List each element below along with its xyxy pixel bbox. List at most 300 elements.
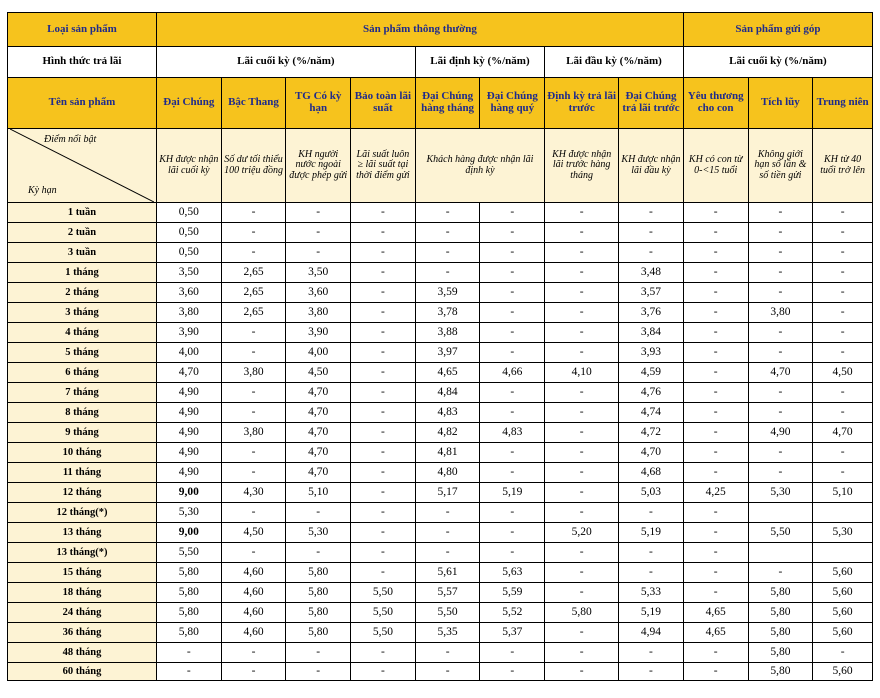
rate-cell: 3,90 xyxy=(156,323,221,343)
rate-cell: - xyxy=(351,643,416,663)
rate-cell: - xyxy=(415,203,480,223)
rate-cell: - xyxy=(351,443,416,463)
rate-cell: - xyxy=(748,383,813,403)
rate-cell: - xyxy=(748,243,813,263)
term-cell: 9 tháng xyxy=(8,423,157,443)
rate-cell: 5,19 xyxy=(619,523,684,543)
rate-cell: 3,80 xyxy=(221,423,286,443)
rate-cell: - xyxy=(351,243,416,263)
rate-cell: 2,65 xyxy=(221,263,286,283)
table-row xyxy=(8,483,873,503)
rate-cell: - xyxy=(480,383,545,403)
rate-cell: - xyxy=(480,243,545,263)
rate-cell: - xyxy=(748,563,813,583)
rate-cell: - xyxy=(480,263,545,283)
table-row xyxy=(8,563,873,583)
table-row xyxy=(8,263,873,283)
rate-cell: 5,60 xyxy=(813,603,873,623)
rate-cell: 4,83 xyxy=(415,403,480,423)
product-feature: Lãi suất luôn ≥ lãi suất tại thời điểm gửi xyxy=(351,129,416,203)
rate-cell: - xyxy=(683,423,748,443)
rate-cell: 5,80 xyxy=(286,583,351,603)
product-name: Tích lũy xyxy=(748,78,813,129)
rate-cell: - xyxy=(683,283,748,303)
table-row xyxy=(8,623,873,643)
rate-cell: 5,30 xyxy=(286,523,351,543)
rate-cell: 5,61 xyxy=(415,563,480,583)
rate-cell: 5,30 xyxy=(156,503,221,523)
rate-cell: 2,65 xyxy=(221,303,286,323)
rate-cell: - xyxy=(683,203,748,223)
product-name: Trung niên xyxy=(813,78,873,129)
rate-cell: - xyxy=(813,343,873,363)
term-cell: 3 tuần xyxy=(8,243,157,263)
product-name: Định kỳ trả lãi trước xyxy=(545,78,619,129)
rate-cell: - xyxy=(351,483,416,503)
highlight-label: Điểm nổi bật xyxy=(44,134,97,145)
rate-cell: - xyxy=(619,543,684,563)
rate-cell: 5,80 xyxy=(286,563,351,583)
rate-cell: - xyxy=(480,463,545,483)
rate-cell: - xyxy=(221,383,286,403)
rate-cell: - xyxy=(351,383,416,403)
rate-cell: 4,50 xyxy=(813,363,873,383)
table-row xyxy=(8,503,873,523)
product-feature: KH có con từ 0-<15 tuổi xyxy=(683,129,748,203)
rate-cell: - xyxy=(545,503,619,523)
rate-cell: - xyxy=(480,323,545,343)
rate-cell: - xyxy=(619,243,684,263)
rate-cell: - xyxy=(813,443,873,463)
rate-cell: - xyxy=(813,283,873,303)
rate-cell: 5,03 xyxy=(619,483,684,503)
rate-cell: - xyxy=(545,423,619,443)
rate-cell: 5,19 xyxy=(480,483,545,503)
rate-cell: - xyxy=(351,523,416,543)
rate-cell: 4,70 xyxy=(286,403,351,423)
rate-cell: - xyxy=(221,543,286,563)
rate-cell: - xyxy=(351,363,416,383)
rate-cell: - xyxy=(221,503,286,523)
rate-cell: - xyxy=(480,503,545,523)
term-cell: 48 tháng xyxy=(8,643,157,663)
rate-cell: 5,80 xyxy=(748,623,813,643)
rate-cell: - xyxy=(813,403,873,423)
rate-cell: - xyxy=(351,303,416,323)
table-row xyxy=(8,243,873,263)
product-name-row xyxy=(8,78,873,129)
rate-cell: 5,10 xyxy=(286,483,351,503)
term-cell: 15 tháng xyxy=(8,563,157,583)
term-cell: 24 tháng xyxy=(8,603,157,623)
rate-cell: - xyxy=(619,643,684,663)
rate-cell: - xyxy=(545,463,619,483)
term-cell: 2 tuần xyxy=(8,223,157,243)
rate-cell: 4,82 xyxy=(415,423,480,443)
rate-cell: 4,90 xyxy=(156,443,221,463)
rate-cell: - xyxy=(683,243,748,263)
rate-cell: 4,74 xyxy=(619,403,684,423)
term-cell: 8 tháng xyxy=(8,403,157,423)
rate-cell: - xyxy=(683,503,748,523)
rate-cell: - xyxy=(286,203,351,223)
rate-cell: - xyxy=(813,203,873,223)
rate-cell: - xyxy=(748,443,813,463)
rate-cell: - xyxy=(351,563,416,583)
rate-cell: - xyxy=(480,443,545,463)
rate-cell: 3,59 xyxy=(415,283,480,303)
rate-cell: 4,90 xyxy=(156,403,221,423)
rate-cell: 5,80 xyxy=(156,603,221,623)
term-cell: 60 tháng xyxy=(8,663,157,681)
product-feature: KH người nước ngoài được phép gửi xyxy=(286,129,351,203)
rate-cell: - xyxy=(480,203,545,223)
table-row xyxy=(8,643,873,663)
rate-cell: - xyxy=(545,403,619,423)
end-term-label: Lãi cuối kỳ (%/năm) xyxy=(156,47,415,78)
rate-cell: - xyxy=(415,663,480,681)
rate-cell: 3,80 xyxy=(156,303,221,323)
table-row xyxy=(8,343,873,363)
rate-cell: - xyxy=(619,503,684,523)
rate-cell: 4,70 xyxy=(286,463,351,483)
rate-cell: 5,50 xyxy=(351,623,416,643)
term-cell: 2 tháng xyxy=(8,283,157,303)
rate-cell: 3,80 xyxy=(286,303,351,323)
rate-cell: - xyxy=(351,503,416,523)
rate-cell: - xyxy=(545,583,619,603)
rate-cell: 5,80 xyxy=(156,623,221,643)
rate-cell: - xyxy=(619,563,684,583)
rate-cell: - xyxy=(813,223,873,243)
rate-cell: 4,90 xyxy=(156,423,221,443)
rate-cell: - xyxy=(813,303,873,323)
rate-cell: 4,94 xyxy=(619,623,684,643)
interest-form-row xyxy=(8,47,873,78)
rate-cell: 5,30 xyxy=(748,483,813,503)
rate-cell: - xyxy=(480,543,545,563)
rate-cell: 4,84 xyxy=(415,383,480,403)
rate-cell: - xyxy=(813,323,873,343)
rate-cell: - xyxy=(813,383,873,403)
rate-cell: 5,80 xyxy=(156,563,221,583)
rate-cell: - xyxy=(545,443,619,463)
rate-cell: 4,80 xyxy=(415,463,480,483)
rate-cell: - xyxy=(221,203,286,223)
product-feature: Không giới hạn số lần & số tiền gửi xyxy=(748,129,813,203)
rate-cell: - xyxy=(286,503,351,523)
rate-cell: - xyxy=(415,543,480,563)
rate-cell: - xyxy=(683,303,748,323)
rate-cell: 5,60 xyxy=(813,623,873,643)
rate-cell: 5,50 xyxy=(351,603,416,623)
rate-cell: - xyxy=(545,643,619,663)
rate-cell: - xyxy=(748,323,813,343)
rate-cell: 5,19 xyxy=(619,603,684,623)
rate-cell: 3,50 xyxy=(286,263,351,283)
installment-products-label: Sản phẩm gửi góp xyxy=(683,13,872,47)
term-cell: 10 tháng xyxy=(8,443,157,463)
rate-cell: 4,60 xyxy=(221,603,286,623)
rate-cell: - xyxy=(683,443,748,463)
rate-cell: 5,80 xyxy=(545,603,619,623)
rate-cell: - xyxy=(683,463,748,483)
rate-cell: 5,80 xyxy=(748,663,813,681)
term-cell: 11 tháng xyxy=(8,463,157,483)
rate-cell: - xyxy=(351,283,416,303)
rate-cell xyxy=(748,503,813,523)
rate-cell: 4,60 xyxy=(221,563,286,583)
rate-cell: - xyxy=(813,463,873,483)
feature-row xyxy=(8,129,873,203)
rate-cell: - xyxy=(683,343,748,363)
rate-cell: 5,10 xyxy=(813,483,873,503)
rate-cell: 4,70 xyxy=(286,443,351,463)
rate-cell: - xyxy=(156,663,221,681)
rate-cell: - xyxy=(415,243,480,263)
rate-cell: 5,33 xyxy=(619,583,684,603)
rate-cell: - xyxy=(351,463,416,483)
rate-cell: 4,25 xyxy=(683,483,748,503)
rate-cell: - xyxy=(748,463,813,483)
rate-cell: - xyxy=(545,483,619,503)
rate-cell: 5,80 xyxy=(286,603,351,623)
product-name-label: Tên sản phẩm xyxy=(8,78,157,129)
rate-cell: - xyxy=(415,643,480,663)
product-name: Yêu thương cho con xyxy=(683,78,748,129)
table-row xyxy=(8,363,873,383)
table-row xyxy=(8,223,873,243)
rate-cell: - xyxy=(813,243,873,263)
rate-cell: 5,35 xyxy=(415,623,480,643)
rate-cell: 3,60 xyxy=(286,283,351,303)
product-name: Đại Chúng hàng quý xyxy=(480,78,545,129)
term-cell: 5 tháng xyxy=(8,343,157,363)
rate-cell: - xyxy=(351,263,416,283)
rate-cell: 4,65 xyxy=(683,603,748,623)
rate-cell: - xyxy=(351,403,416,423)
rate-cell: 2,65 xyxy=(221,283,286,303)
rate-cell: - xyxy=(415,523,480,543)
interest-rate-table xyxy=(7,12,873,681)
rate-cell: - xyxy=(683,263,748,283)
rate-cell: 3,50 xyxy=(156,263,221,283)
rate-cell: 4,00 xyxy=(286,343,351,363)
rate-cell: - xyxy=(221,463,286,483)
rate-cell: 4,60 xyxy=(221,583,286,603)
rate-cell: 4,68 xyxy=(619,463,684,483)
rate-cell: 3,78 xyxy=(415,303,480,323)
rate-cell: - xyxy=(545,383,619,403)
product-feature: KH từ 40 tuổi trở lên xyxy=(813,129,873,203)
rate-cell: - xyxy=(545,343,619,363)
rate-cell: 0,50 xyxy=(156,203,221,223)
table-row xyxy=(8,303,873,323)
rate-cell: - xyxy=(748,263,813,283)
table-row xyxy=(8,203,873,223)
rate-cell: - xyxy=(351,203,416,223)
rate-cell: 5,37 xyxy=(480,623,545,643)
rate-cell: - xyxy=(156,643,221,663)
rate-cell: 5,20 xyxy=(545,523,619,543)
term-cell: 13 tháng xyxy=(8,523,157,543)
rate-cell: - xyxy=(480,523,545,543)
rate-cell: - xyxy=(683,323,748,343)
rate-cell: - xyxy=(480,643,545,663)
product-feature: KH được nhận lãi đầu kỳ xyxy=(619,129,684,203)
rate-cell: - xyxy=(683,403,748,423)
rate-cell: - xyxy=(545,563,619,583)
rate-cell: 5,60 xyxy=(813,663,873,681)
periodic-feature: Khách hàng được nhận lãi định kỳ xyxy=(415,129,544,203)
rate-cell: - xyxy=(545,323,619,343)
term-cell: 4 tháng xyxy=(8,323,157,343)
rate-cell: - xyxy=(351,423,416,443)
product-name: Bậc Thang xyxy=(221,78,286,129)
rate-cell: 4,50 xyxy=(286,363,351,383)
rate-cell: 5,30 xyxy=(813,523,873,543)
rate-cell: - xyxy=(221,223,286,243)
table-row xyxy=(8,583,873,603)
rate-cell: - xyxy=(683,563,748,583)
table-row xyxy=(8,543,873,563)
rate-cell: 4,81 xyxy=(415,443,480,463)
rate-cell: 3,80 xyxy=(748,303,813,323)
rate-cell: - xyxy=(545,203,619,223)
rate-cell: - xyxy=(480,343,545,363)
rate-cell: 3,97 xyxy=(415,343,480,363)
rate-cell xyxy=(748,543,813,563)
rate-cell: - xyxy=(480,663,545,681)
rate-cell: 4,10 xyxy=(545,363,619,383)
rate-cell: 5,50 xyxy=(748,523,813,543)
rate-cell: 5,63 xyxy=(480,563,545,583)
rate-cell: - xyxy=(351,663,416,681)
rate-cell: 4,50 xyxy=(221,523,286,543)
term-cell: 12 tháng(*) xyxy=(8,503,157,523)
rate-cell: 4,65 xyxy=(415,363,480,383)
rate-cell: - xyxy=(748,343,813,363)
table-row xyxy=(8,603,873,623)
rate-cell: - xyxy=(351,223,416,243)
rate-cell: - xyxy=(683,223,748,243)
rate-cell: 3,57 xyxy=(619,283,684,303)
rate-cell: 4,30 xyxy=(221,483,286,503)
rate-cell: - xyxy=(683,643,748,663)
product-name: Bảo toàn lãi suất xyxy=(351,78,416,129)
rate-cell: 4,72 xyxy=(619,423,684,443)
rate-cell: 4,70 xyxy=(286,423,351,443)
product-type-label: Loại sản phẩm xyxy=(8,13,157,47)
rate-cell: 4,70 xyxy=(619,443,684,463)
rate-cell: 4,70 xyxy=(286,383,351,403)
rate-cell: - xyxy=(545,223,619,243)
rate-cell: - xyxy=(221,443,286,463)
rate-cell: 4,70 xyxy=(156,363,221,383)
rate-cell: - xyxy=(351,323,416,343)
rate-cell: 9,00 xyxy=(156,523,221,543)
rate-cell xyxy=(813,503,873,523)
rate-cell: - xyxy=(545,543,619,563)
term-cell: 7 tháng xyxy=(8,383,157,403)
rate-cell: - xyxy=(286,663,351,681)
rate-cell: - xyxy=(480,403,545,423)
rate-cell: 5,60 xyxy=(813,583,873,603)
rate-cell: - xyxy=(221,243,286,263)
rate-cell: - xyxy=(221,403,286,423)
term-cell: 18 tháng xyxy=(8,583,157,603)
rate-cell: 5,80 xyxy=(156,583,221,603)
rate-cell: - xyxy=(480,283,545,303)
rate-cell: - xyxy=(221,663,286,681)
rate-cell: 4,83 xyxy=(480,423,545,443)
rate-cell: 5,60 xyxy=(813,563,873,583)
rate-cell: - xyxy=(683,663,748,681)
term-cell: 3 tháng xyxy=(8,303,157,323)
rate-cell: - xyxy=(480,223,545,243)
rate-cell: - xyxy=(286,643,351,663)
rate-cell: 5,80 xyxy=(748,603,813,623)
rate-cell: - xyxy=(545,283,619,303)
table-row xyxy=(8,323,873,343)
rate-cell: - xyxy=(619,203,684,223)
rate-cell: 4,70 xyxy=(813,423,873,443)
term-cell: 13 tháng(*) xyxy=(8,543,157,563)
rate-cell: - xyxy=(221,323,286,343)
rate-cell: 5,52 xyxy=(480,603,545,623)
rate-cell: 5,57 xyxy=(415,583,480,603)
rate-cell: 5,80 xyxy=(286,623,351,643)
rate-cell: - xyxy=(415,263,480,283)
periodic-label: Lãi định kỳ (%/năm) xyxy=(415,47,544,78)
rate-cell: 3,80 xyxy=(221,363,286,383)
rate-cell: - xyxy=(748,403,813,423)
rate-cell: - xyxy=(221,643,286,663)
product-name: Đại Chúng xyxy=(156,78,221,129)
table-row xyxy=(8,463,873,483)
rate-cell: 4,90 xyxy=(156,383,221,403)
upfront-label: Lãi đầu kỳ (%/năm) xyxy=(545,47,684,78)
rate-cell: 4,60 xyxy=(221,623,286,643)
rate-cell: - xyxy=(545,663,619,681)
rate-cell: 0,50 xyxy=(156,243,221,263)
highlight-term-header xyxy=(8,129,157,203)
term-label: Kỳ hạn xyxy=(28,184,57,196)
rate-cell: - xyxy=(683,583,748,603)
rate-cell: - xyxy=(221,343,286,363)
rate-cell: - xyxy=(683,363,748,383)
rate-cell: 5,50 xyxy=(156,543,221,563)
regular-products-label: Sản phẩm thông thường xyxy=(156,13,683,47)
rate-cell: 3,84 xyxy=(619,323,684,343)
rate-cell: 4,90 xyxy=(748,423,813,443)
product-type-row xyxy=(8,13,873,47)
table-row xyxy=(8,383,873,403)
rate-cell: - xyxy=(813,263,873,283)
product-name: Đại Chúng hàng tháng xyxy=(415,78,480,129)
table-row xyxy=(8,443,873,463)
rate-cell: - xyxy=(351,543,416,563)
term-cell: 1 tuần xyxy=(8,203,157,223)
rate-cell: - xyxy=(545,303,619,323)
rate-cell: 4,76 xyxy=(619,383,684,403)
rate-cell: 3,93 xyxy=(619,343,684,363)
table-row xyxy=(8,523,873,543)
rate-cell: 5,17 xyxy=(415,483,480,503)
rate-cell: 5,80 xyxy=(748,583,813,603)
term-cell: 1 tháng xyxy=(8,263,157,283)
rate-cell: - xyxy=(683,383,748,403)
